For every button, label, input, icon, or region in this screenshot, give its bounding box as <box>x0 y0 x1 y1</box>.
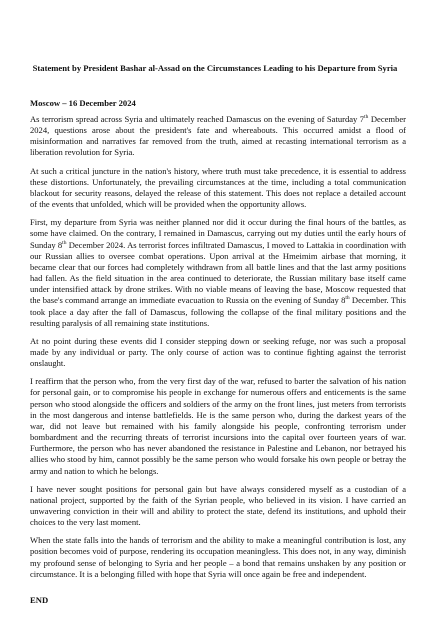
paragraph-text: I have never sought positions for personal gain but have always considered myself as a custodian of a national project, supported by the faith of the Syrian people, who believed in its vision. I have carried an unwavering conviction in their will and ability to protect the state, defend its institutions, and uphold their choices to the very last moment. <box>30 483 406 528</box>
paragraph-text: December 2024. As terrorist forces infiltrated Damascus, I moved to Lattakia in coordination with our Russian allies to oversee combat operations. Upon arrival at the Hmeimim airbase that morning, it became clear that our forces had completely withdrawn from all battle lines and that the last army positions had fallen. As the field situation in the area continued to deteriorate, the Russian military base itself came under intensified attack by drone strikes. With no viable means of leaving the base, Moscow requested that the base's command arrange an immediate evacuation to Russia on the evening of Sunday 8 <box>30 239 406 306</box>
paragraph-text: At such a critical juncture in the nation's history, where truth must take precedence, it is essential to address these distortions. Unfortunately, the prevailing circumstances at the time, including a total communication blackout for security reasons, delayed the release of this statement. This does not replace a detailed account of the events that unfolded, which will be provided when the opportunity allows. <box>30 165 406 210</box>
paragraph <box>30 376 406 476</box>
paragraph-text: December 2024, questions arose about the president's fate and whereabouts. This occurred amidst a flood of misinformation and narratives far removed from the truth, aimed at recasting international terrorism as a liberation revolution for Syria. <box>30 114 406 158</box>
paragraph <box>30 484 406 529</box>
ordinal-superscript: th <box>62 239 67 246</box>
paragraph-text: First, my departure from Syria was neither planned nor did it occur during the final hours of the battles, as some have claimed. On the contrary, I remained in Damascus, carrying out my duties until the early hours of Sunday 8 <box>30 217 406 250</box>
paragraph <box>30 336 406 369</box>
paragraph <box>30 166 406 211</box>
paragraph-text: As terrorism spread across Syria and ultimately reached Damascus on the evening of Saturday 7 <box>30 114 365 124</box>
end-marker: END <box>30 595 49 605</box>
paragraph <box>30 217 406 329</box>
paragraph-text: At no point during these events did I consider stepping down or seeking refuge, nor was such a proposal made by any individual or party. The only course of action was to continue fighting against the terrorist onslaught. <box>30 335 406 369</box>
paragraph <box>30 114 406 159</box>
ordinal-superscript: th <box>364 114 369 121</box>
ordinal-superscript: th <box>345 295 350 302</box>
dateline: Moscow – 16 December 2024 <box>30 98 136 108</box>
paragraph-text: December. This took place a day after the fall of Damascus, following the collapse of the final military positions and the resulting paralysis of all remaining state institutions. <box>30 295 406 328</box>
paragraph-text: When the state falls into the hands of terrorism and the ability to make a meaningful contribution is lost, any position becomes void of purpose, rendering its occupation meaningless. This does not, in any way, diminish my profound sense of belonging to Syria and her people – a bond that remains unshaken by any position or circumstance. It is a belonging filled with hope that Syria will once again be free and independent. <box>30 535 406 579</box>
paragraph-text: I reaffirm that the person who, from the very first day of the war, refused to barter the salvation of his nation for personal gain, or to compromise his people in exchange for numerous offers and enticements is the same person who stood alongside the officers and soldiers of the army on the front lines, just meters from terrorists in the most dangerous and intense battlefields. He is the same person who, during the darkest years of the war, did not leave but remained with his family alongside his people, confronting terrorism under bombardment and the recurring threats of terrorist incursions into the capital over fourteen years of war. Furthermore, the person who has never abandoned the resistance in Palestine and Lebanon, nor betrayed his allies who stood by him, cannot possibly be the same person who would forsake his own people or betray the army and nation to which he belongs. <box>30 376 406 476</box>
paragraph <box>30 535 406 580</box>
statement-body <box>30 114 406 587</box>
statement-title: Statement by President Bashar al-Assad on the Circumstances Leading to his Departure from Syria <box>32 63 398 73</box>
